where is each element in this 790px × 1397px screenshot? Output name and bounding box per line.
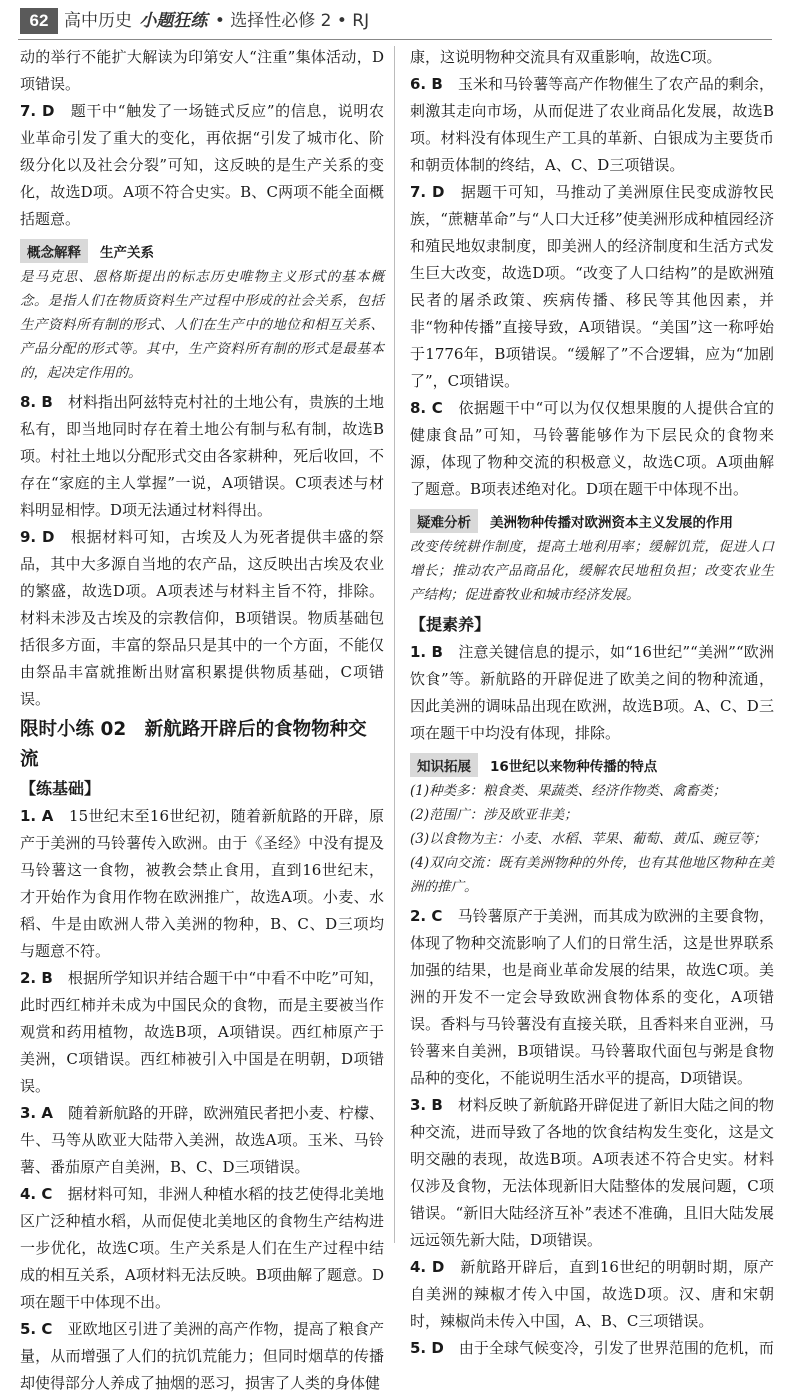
answer-label: 2. C <box>410 907 442 925</box>
box-item: (1)种类多：粮食类、果蔬类、经济作物类、禽畜类； <box>410 779 774 803</box>
answer-2 <box>20 965 384 1100</box>
book-subtitle: • 选择性必修 2 • RJ <box>215 11 369 31</box>
answer-8 <box>410 395 774 503</box>
continued-text: 康，这说明物种交流具有双重影响，故选C项。 <box>410 44 774 71</box>
answer-text: 依据题干中“可以为仅仅想果腹的人提供合宜的健康食品”可知，马铃薯能够作为下层民众的食物来源，体现了物种交流的积极意义，故选C项。A项曲解了题意。B项表述绝对化。D项在题干中体现不出。 <box>410 399 774 498</box>
answer-5 <box>20 1316 384 1397</box>
box-item: (4)双向交流：既有美洲物种的外传，也有其他地区物种在美洲的推广。 <box>410 851 774 899</box>
answer-1 <box>20 803 384 965</box>
answer-label: 1. B <box>410 643 443 661</box>
answer-1 <box>410 639 774 747</box>
answer-7 <box>20 98 384 233</box>
box-title: 生产关系 <box>100 241 154 261</box>
continued-text: 动的举行不能扩大解读为印第安人“注重”集体活动，D项错误。 <box>20 44 384 98</box>
answer-label: 3. B <box>410 1096 443 1114</box>
answer-text: 新航路开辟后，直到16世纪的明朝时期，原产自美洲的辣椒才传入中国，故选D项。汉、唐和宋朝时，辣椒尚未传入中国，A、B、C三项错误。 <box>410 1258 774 1330</box>
answer-3 <box>20 1100 384 1181</box>
answer-label: 2. B <box>20 969 53 987</box>
box-title: 16世纪以来物种传播的特点 <box>490 755 657 775</box>
answer-7 <box>410 179 774 395</box>
brand-logo: 小题狂练 <box>139 11 207 31</box>
answer-label: 4. C <box>20 1185 52 1203</box>
box-tag: 概念解释 <box>20 239 88 263</box>
answer-text: 亚欧地区引进了美洲的高产作物，提高了粮食产量，从而增强了人们的抗饥荒能力；但同时烟草的传播却使得部分人养成了抽烟的恶习，损害了人类的身体健 <box>20 1320 384 1392</box>
box-item: (3)以食物为主：小麦、水稻、苹果、葡萄、黄瓜、豌豆等； <box>410 827 774 851</box>
answer-6 <box>410 71 774 179</box>
answer-text: 玉米和马铃薯等高产作物催生了农产品的剩余，刺激其走向市场，从而促进了农业商品化发展，故选B项。材料没有体现生产工具的革新、白银成为主要货币和朝贡体制的终结，A、C、D三项错误。 <box>410 75 774 174</box>
section-subtitle: 【提素养】 <box>410 611 774 639</box>
answer-label: 5. D <box>410 1339 444 1357</box>
answer-label: 7. D <box>410 183 445 201</box>
box-tag: 疑难分析 <box>410 509 478 533</box>
answer-text: 15世纪末至16世纪初，随着新航路的开辟，原产于美洲的马铃薯传入欧洲。由于《圣经》中没有提及马铃薯这一食物，被教会禁止食用，直到16世纪末，才开始作为食用作物在欧洲推广，故选A项。小麦、水稻、牛是由欧洲人带入美洲的物种，B、C、D三项均与题意不符。 <box>20 807 384 960</box>
book-title-line <box>64 8 369 34</box>
box-body: 是马克思、恩格斯提出的标志历史唯物主义形式的基本概念。是指人们在物质资料生产过程中形成的社会关系，包括生产资料所有制的形式、人们在生产中的地位和相互关系、产品分配的形式等。其中，生产资料所有制的形式是最基本的，起决定作用的。 <box>20 265 384 385</box>
answer-label: 4. D <box>410 1258 444 1276</box>
page-header <box>0 0 790 40</box>
answer-2 <box>410 903 774 1092</box>
answer-4 <box>20 1181 384 1316</box>
box-body: 改变传统耕作制度，提高土地利用率；缓解饥荒，促进人口增长；推动农产品商品化，缓解农民地租负担；改变农业生产结构；促进畜牧业和城市经济发展。 <box>410 535 774 607</box>
answer-text: 根据所学知识并结合题干中“中看不中吃”可知，此时西红柿并未成为中国民众的食物，而是主要被当作观赏和药用植物，故选B项，A项错误。西红柿原产于美洲，C项错误。西红柿被引入中国是在明朝，D项错误。 <box>20 969 384 1095</box>
answer-text: 据材料可知，非洲人种植水稻的技艺使得北美地区广泛种植水稻，从而促使北美地区的食物生产结构进一步优化，故选C项。生产关系是人们在生产过程中结成的相互关系，A项材料无法反映。B项曲解了题意。D项在题干中体现不出。 <box>20 1185 384 1311</box>
answer-label: 8. C <box>410 399 443 417</box>
section-subtitle: 【练基础】 <box>20 775 384 803</box>
answer-text: 材料反映了新航路开辟促进了新旧大陆之间的物种交流，进而导致了各地的饮食结构发生变化，这是文明交融的表现，故选B项。A项表述不符合史实。材料仅涉及食物，无法体现新旧大陆整体的发展问题，C项错误。“新旧大陆经济互补”表述不准确，且旧大陆发展远远领先新大陆，D项错误。 <box>410 1096 774 1249</box>
answer-text: 材料指出阿兹特克村社的土地公有，贵族的土地私有，即当地同时存在着土地公有制与私有制，故选B项。村社土地以分配形式交由各家耕种，死后收回，不存在“家庭的主人掌握”一说，A项错误。C项表述与材料明显相悖。D项无法通过材料得出。 <box>20 393 384 519</box>
answer-text: 题干中“触发了一场链式反应”的信息，说明农业革命引发了重大的变化，再依据“引发了城市化、阶级分化以及社会分裂”可知，这反映的是生产关系的变化，故选D项。A项不符合史实。B、C两项不能全面概括题意。 <box>20 102 384 228</box>
left-column <box>20 44 384 1397</box>
answer-text: 由于全球气候变冷，引发了世界范围的危机，而 <box>459 1339 774 1357</box>
knowledge-box <box>410 753 774 899</box>
answer-4 <box>410 1254 774 1335</box>
page-number: 62 <box>20 8 58 34</box>
answer-text: 随着新航路的开辟，欧洲殖民者把小麦、柠檬、牛、马等从欧亚大陆带入美洲，故选A项。玉米、马铃薯、番茄原产自美洲，B、C、D三项错误。 <box>20 1104 384 1176</box>
answer-3 <box>410 1092 774 1254</box>
answer-label: 9. D <box>20 528 55 546</box>
section-title: 限时小练 02 新航路开辟后的食物物种交流 <box>20 715 384 775</box>
concept-box <box>20 239 384 385</box>
answer-label: 3. A <box>20 1104 53 1122</box>
answer-label: 6. B <box>410 75 443 93</box>
box-item: (2)范围广：涉及欧亚非美； <box>410 803 774 827</box>
answer-text: 根据材料可知，古埃及人为死者提供丰盛的祭品，其中大多源自当地的农产品，这反映出古埃及农业的繁盛，故选D项。A项表述与材料主旨不符，排除。材料未涉及古埃及的宗教信仰，B项错误。物质基础包括很多方面，丰富的祭品只是其中的一个方面，不能仅由祭品丰富就推断出财富积累提供物质基础，C项错误。 <box>20 528 384 708</box>
answer-text: 据题干可知，马推动了美洲原住民变成游牧民族，“蔗糖革命”与“人口大迁移”使美洲形成种植园经济和殖民地奴隶制度，即美洲人的经济制度和生活方式发生巨大改变，故选D项。“改变了人口结构”的是欧洲殖民者的屠杀政策、疾病传播、移民等其他因素，并非“物种传播”直接导致，A项错误。“美国”这一称呼始于1776年，B项错误。“缓解了”不合逻辑，应为“加剧了”，C项错误。 <box>410 183 774 390</box>
answer-label: 7. D <box>20 102 54 120</box>
answer-5 <box>410 1335 774 1362</box>
book-title: 高中历史 <box>64 11 132 31</box>
answer-text: 注意关键信息的提示，如“16世纪”“美洲”“欧洲饮食”等。新航路的开辟促进了欧美之间的物种流通，因此美洲的调味品出现在欧洲，故选B项。A、C、D三项在题干中均没有体现，排除。 <box>410 643 774 742</box>
answer-text: 马铃薯原产于美洲，而其成为欧洲的主要食物，体现了物种交流影响了人们的日常生活，这是世界联系加强的结果，也是商业革命发展的结果，故选C项。美洲的开发不一定会导致欧洲食物体系的变化，A项错误。香料与马铃薯没有直接关联，且香料来自亚洲，马铃薯来自美洲，B项错误。马铃薯取代面包与粥是食物品种的变化，不能说明生活水平的提高，D项错误。 <box>410 907 774 1087</box>
answer-9 <box>20 524 384 713</box>
answer-label: 1. A <box>20 807 53 825</box>
answer-label: 8. B <box>20 393 53 411</box>
analysis-box <box>410 509 774 607</box>
right-column <box>410 44 774 1362</box>
header-rule <box>18 39 772 40</box>
answer-8 <box>20 389 384 524</box>
column-divider <box>394 46 395 1243</box>
answer-label: 5. C <box>20 1320 52 1338</box>
box-tag: 知识拓展 <box>410 753 478 777</box>
box-title: 美洲物种传播对欧洲资本主义发展的作用 <box>490 511 733 531</box>
